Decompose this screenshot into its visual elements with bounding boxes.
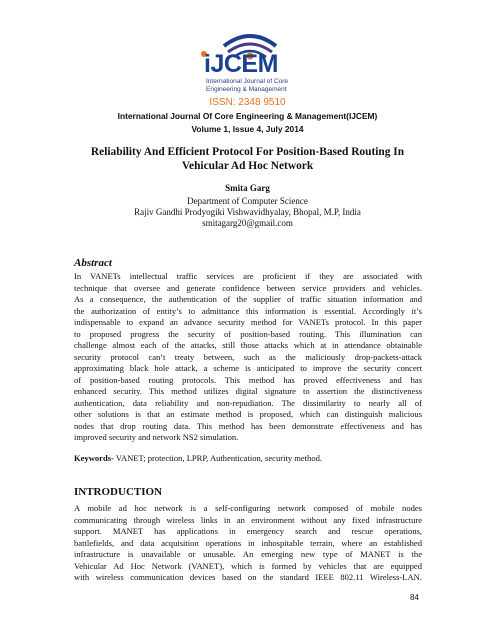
intro-line: communicating through wireless links in an environment without any fixed infrastructure: [74, 514, 422, 525]
intro-line: with wireless communication devices based on the standard IEEE 802.11 Wireless-LAN.: [74, 572, 422, 582]
issn: ISSN: 2348 9510: [209, 97, 286, 108]
paper-title-line2: Vehicular Ad Hoc Network: [181, 160, 314, 172]
keywords-text: VANET; protection, LPRP, Authentication, security method.: [113, 453, 323, 463]
abstract-line: the authorization of entity’s to admittance this information is essential. Accordingly it’s: [74, 305, 422, 316]
logo-tagline-line2: Engineering & Management: [206, 86, 287, 93]
abstract-line: In VANETs intellectual traffic services are proficient if they are associated with: [74, 271, 422, 281]
keywords: [74, 453, 322, 463]
author-email: smitagarg20@gmail.com: [202, 218, 293, 228]
intro-line: support. MANET has applications in emergency search and rescue operations,: [74, 526, 422, 536]
paper-title-line1: Reliability And Efficient Protocol For Position-Based Routing In: [90, 146, 405, 158]
abstract-line: As a consequence, the authentication of the supplier of traffic situation information and: [74, 294, 422, 304]
abstract-line: approximating black hole attack, a scheme is anticipated to improve the security concert: [74, 363, 422, 373]
affiliation-university: Rajiv Gandhi Prodyogiki Vishwavidhyalay, Bhopal, M.P, India: [134, 207, 361, 217]
author-name: Smita Garg: [225, 183, 270, 193]
intro-line: Vehicular Ad Hoc Network (VANET), which is formed by vehicles that are equipped: [74, 560, 422, 571]
abstract-line: improved security and network NS2 simulation.: [74, 432, 239, 442]
abstract-line: security protocol can’t treaty between, such as the maliciously drop-packets-attack: [74, 351, 422, 362]
logo-tagline-line1: International Journal of Core: [206, 78, 289, 85]
paper-title: [60, 145, 435, 173]
abstract-line: of position-based routing protocols. This method has proved effectiveness and has: [74, 374, 422, 385]
abstract-heading: Abstract: [74, 257, 112, 269]
abstract-line: to proposed progress the security of position-based routing. This illumination can: [74, 328, 422, 339]
abstract-line: challenge almost each of the attacks, still those attacks which at in attendance obtainable: [74, 340, 422, 350]
volume-issue: Volume 1, Issue 4, July 2014: [191, 124, 304, 134]
introduction-heading: INTRODUCTION: [74, 486, 163, 498]
abstract-line: enhanced security. This method utilizes digital signature to assertion the distinctiveness: [74, 386, 422, 396]
intro-line: A mobile ad hoc network is a self-configuring network composed of mobile nodes: [74, 503, 422, 513]
intro-line: battlefields, and data acquisition operations in inhospitable terrain, where an established: [74, 537, 422, 548]
abstract-line: other solutions is that an estimate method is proposed, which can distinguish malicious: [74, 409, 422, 419]
abstract-line: authentication, data reliability and non-repudiation. The dissimilarity to nearly all of: [74, 397, 422, 408]
abstract-line: indispensable to expand an advance security method for VANETs protocol. In this paper: [74, 317, 422, 327]
keywords-label: Keywords-: [74, 453, 114, 463]
logo-tagline: [206, 78, 288, 94]
logo-wordmark: iJCEM: [204, 50, 278, 78]
intro-line: infrastructure is unavailable or unusable. An emerging new type of MANET is the: [74, 549, 422, 559]
journal-name: International Journal Of Core Engineering & Management(IJCEM): [117, 111, 378, 121]
introduction-body: [74, 503, 422, 584]
abstract-line: technique that oversee and generate confidence between service providers and vehicles.: [74, 282, 422, 293]
abstract-line: nodes that drop routing data. This method has been demonstrate effectiveness and has: [74, 420, 422, 431]
abstract-body: [74, 271, 422, 444]
affiliation-department: Department of Computer Science: [187, 196, 308, 206]
page-number: 84: [410, 593, 419, 602]
